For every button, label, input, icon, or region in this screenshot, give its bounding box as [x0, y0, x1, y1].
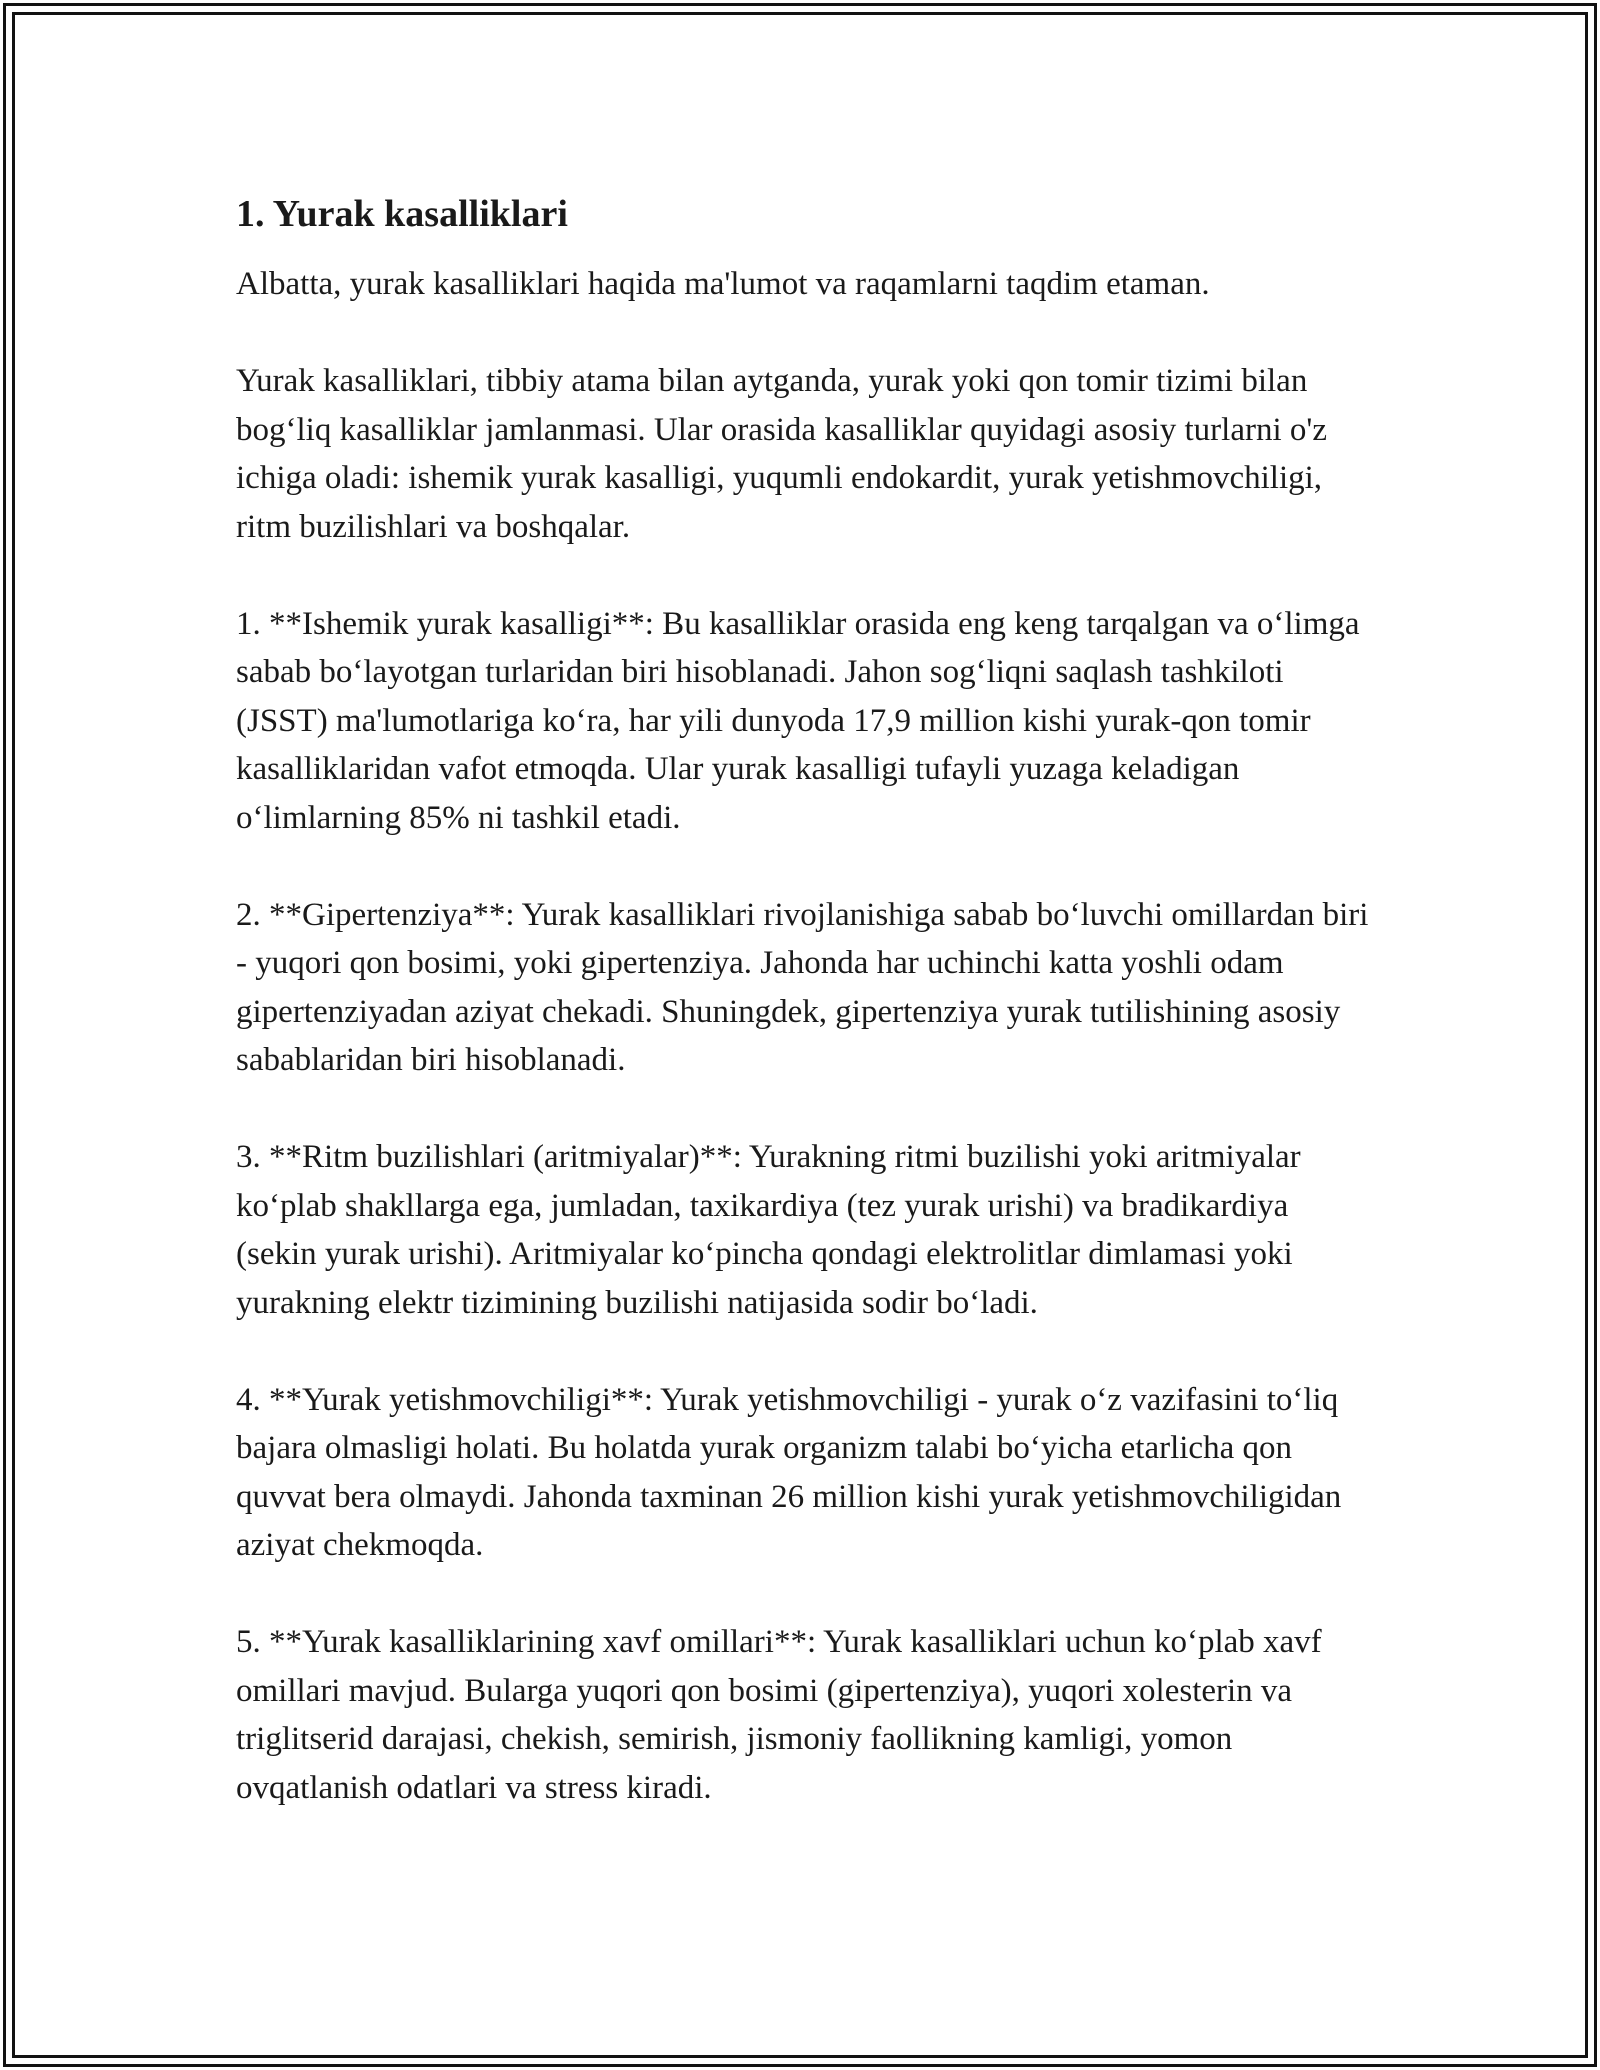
document-heading: 1. Yurak kasalliklari: [236, 193, 568, 235]
paragraph-risk-factors: 5. **Yurak kasalliklarining xavf omillari**: Yurak kasalliklari uchun ko‘plab xavf omillari mavjud. Bularga yuqori qon bosimi (gipertenziya), yuqori xolesterin va triglitserid darajasi, chekish, semirish, jismoniy faollikning kamligi, yomon ovqatlanish odatlari va stress kiradi.: [236, 1624, 1322, 1806]
paragraph-ischemic: 1. **Ishemik yurak kasalligi**: Bu kasalliklar orasida eng keng tarqalgan va o‘limga sabab bo‘layotgan turlaridan biri hisoblanadi. Jahon sog‘liqni saqlash tashkiloti (JSST) ma'lumotlariga ko‘ra, har yili dunyoda 17,9 million kishi yurak-qon tomir kasalliklaridan vafot etmoqda. Ular yurak kasalligi tufayli yuzaga keladigan o‘limlarning 85% ni tashkil etadi.: [236, 605, 1360, 836]
paragraph-intro: Albatta, yurak kasalliklari haqida ma'lumot va raqamlarni taqdim etaman.: [236, 266, 1210, 302]
paragraph-hypertension: 2. **Gipertenziya**: Yurak kasalliklari rivojlanishiga sabab bo‘luvchi omillardan biri - yuqori qon bosimi, yoki gipertenziya. Jahonda har uchinchi katta yoshli odam gipertenziyadan aziyat chekadi. Shuningdek, gipertenziya yurak tutilishining asosiy sabablaridan biri hisoblanadi.: [236, 896, 1369, 1078]
document-body: [236, 186, 1376, 1861]
paragraph-heart-failure: 4. **Yurak yetishmovchiligi**: Yurak yetishmovchiligi - yurak o‘z vazifasini to‘liq bajara olmasligi holati. Bu holatda yurak organizm talabi bo‘yicha etarlicha qon quvvat bera olmaydi. Jahonda taxminan 26 million kishi yurak yetishmovchiligidan aziyat chekmoqda.: [236, 1381, 1342, 1563]
paragraph-arrhythmia: 3. **Ritm buzilishlari (aritmiyalar)**: Yurakning ritmi buzilishi yoki aritmiyalar ko‘plab shakllarga ega, jumladan, taxikardiya (tez yurak urishi) va bradikardiya (sekin yurak urishi). Aritmiyalar ko‘pincha qondagi elektrolitlar dimlamasi yoki yurakning elektr tizimining buzilishi natijasida sodir bo‘ladi.: [236, 1139, 1301, 1321]
paragraph-overview: Yurak kasalliklari, tibbiy atama bilan aytganda, yurak yoki qon tomir tizimi bilan bog‘liq kasalliklar jamlanmasi. Ular orasida kasalliklar quyidagi asosiy turlarni o'z ichiga oladi: ishemik yurak kasalligi, yuqumli endokardit, yurak yetishmovchiligi, ritm buzilishlari va boshqalar.: [236, 363, 1327, 545]
